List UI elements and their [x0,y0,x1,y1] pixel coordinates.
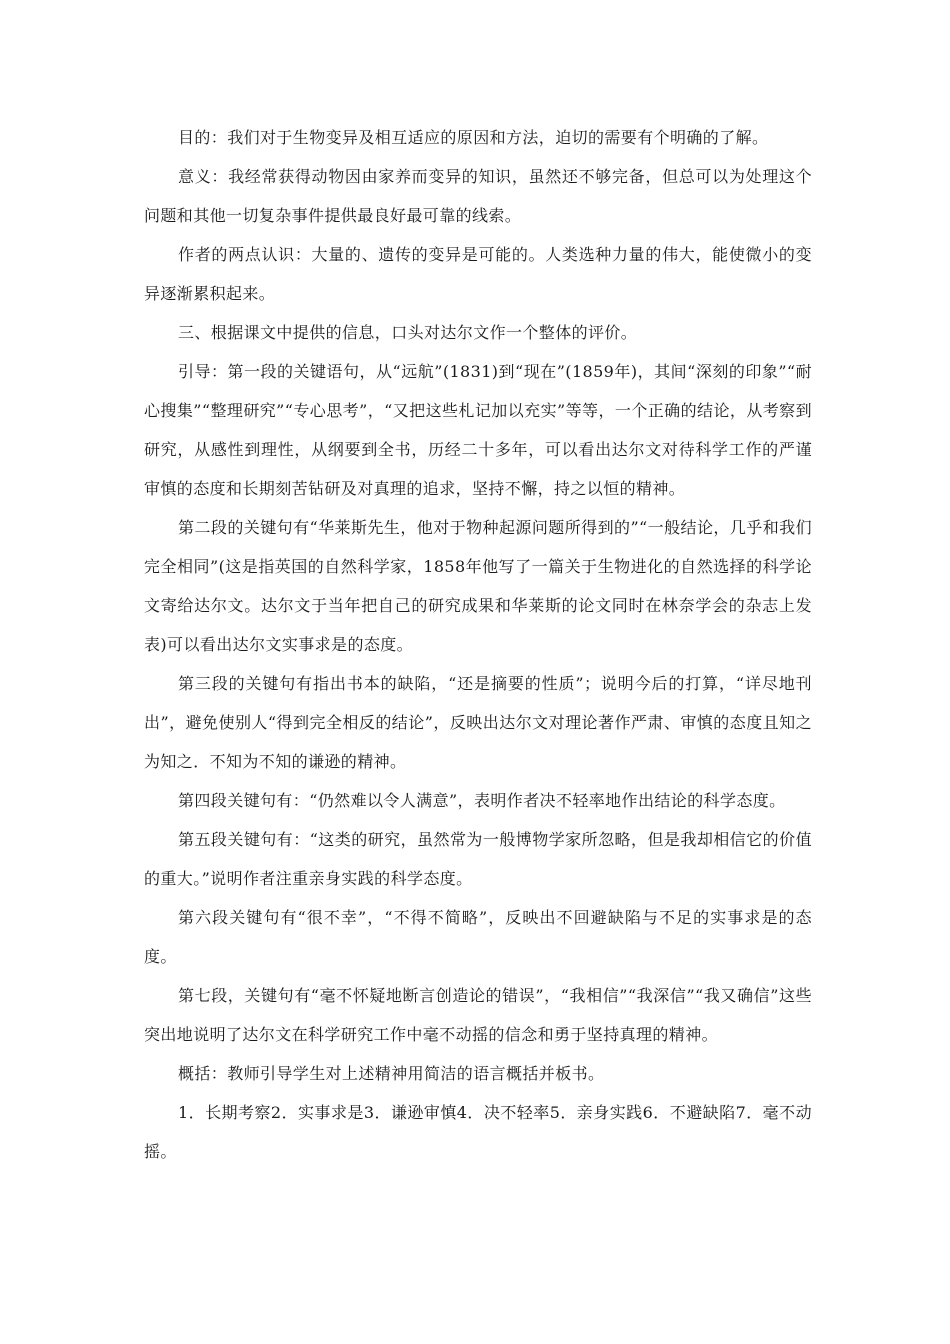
paragraph-purpose: 目的：我们对于生物变异及相互适应的原因和方法，迫切的需要有个明确的了解。 [178,128,769,147]
paragraph-summary-list: 1．长期考察2．实事求是3．谦逊审慎4．决不轻率5．亲身实践6．不避缺陷7．毫不动摇。 [144,1103,812,1161]
document-body [144,118,812,1171]
paragraph-fourth-section: 第四段关键句有：“仍然难以令人满意”，表明作者决不轻率地作出结论的科学态度。 [178,791,786,810]
section-heading-three: 三、根据课文中提供的信息，口头对达尔文作一个整体的评价。 [178,323,638,342]
paragraph-guide-first-section: 引导：第一段的关键语句，从“远航”(1831)到“现在”(1859年)，其间“深刻的印象”“耐心搜集”“整理研究”“专心思考”，“又把这些札记加以充实”等等，一个正确的结论，从考察到研究，从感性到理性，从纲要到全书，历经二十多年，可以看出达尔文对待科学工作的严谨审慎的态度和长期刻苦钻研及对真理的追求，坚持不懈，持之以恒的精神。 [144,362,812,498]
paragraph-fifth-section: 第五段关键句有：“这类的研究，虽然常为一般博物学家所忽略，但是我却相信它的价值的重大。”说明作者注重亲身实践的科学态度。 [144,830,812,888]
paragraph-summary: 概括：教师引导学生对上述精神用简洁的语言概括并板书。 [178,1064,605,1083]
paragraph-significance: 意义：我经常获得动物因由家养而变异的知识，虽然还不够完备，但总可以为处理这个问题和其他一切复杂事件提供最良好最可靠的线索。 [144,167,812,225]
paragraph-second-section: 第二段的关键句有“华莱斯先生，他对于物种起源问题所得到的”“一般结论，几乎和我们完全相同”(这是指英国的自然科学家，1858年他写了一篇关于生物进化的自然选择的科学论文寄给达尔文。达尔文于当年把自己的研究成果和华莱斯的论文同时在林奈学会的杂志上发表)可以看出达尔文实事求是的态度。 [144,518,812,654]
paragraph-sixth-section: 第六段关键句有“很不幸”，“不得不简略”，反映出不回避缺陷与不足的实事求是的态度。 [144,908,812,966]
paragraph-third-section: 第三段的关键句有指出书本的缺陷，“还是摘要的性质”；说明今后的打算，“详尽地刊出”，避免使别人“得到完全相反的结论”，反映出达尔文对理论著作严肃、审慎的态度且知之为知之．不知为不知的谦逊的精神。 [144,674,812,771]
paragraph-author-views: 作者的两点认识：大量的、遗传的变异是可能的。人类选种力量的伟大，能使微小的变异逐渐累积起来。 [144,245,812,303]
paragraph-seventh-section: 第七段，关键句有“毫不怀疑地断言创造论的错误”，“我相信”“我深信”“我又确信”这些突出地说明了达尔文在科学研究工作中毫不动摇的信念和勇于坚持真理的精神。 [144,986,812,1044]
